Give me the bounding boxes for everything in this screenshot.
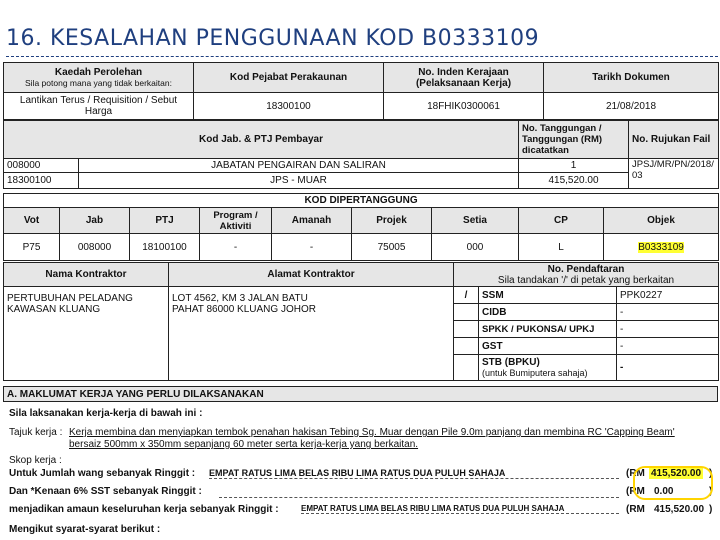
total-rm: (RM bbox=[626, 504, 645, 515]
reg-stb-sub: (untuk Bumiputera sahaja) bbox=[482, 368, 588, 378]
sst-row bbox=[9, 486, 718, 499]
total-close: ) bbox=[709, 504, 713, 515]
kod-col-program: Program / Aktiviti bbox=[200, 208, 272, 234]
title-underline bbox=[6, 56, 718, 57]
jumlah-label: Untuk Jumlah wang sebanyak Ringgit : bbox=[9, 468, 196, 479]
daftar-header bbox=[454, 263, 719, 287]
kod-val-vot: P75 bbox=[4, 234, 60, 261]
kod-col-amanah: Amanah bbox=[272, 208, 352, 234]
reg-ssm-value: PPK0227 bbox=[617, 287, 719, 304]
kod-val-program: - bbox=[200, 234, 272, 261]
kontraktor-alamat-header: Alamat Kontraktor bbox=[169, 263, 454, 287]
reg-spkk-tick bbox=[454, 321, 479, 338]
inden-value: 18FHIK0300061 bbox=[384, 93, 544, 120]
kod-col-jab: Jab bbox=[60, 208, 130, 234]
kontraktor-nama-header: Nama Kontraktor bbox=[4, 263, 169, 287]
jumlah-rm: (RM bbox=[626, 468, 645, 479]
reg-tick: / bbox=[454, 287, 479, 304]
jumlah-words: EMPAT RATUS LIMA BELAS RIBU LIMA RATUS DUA PULUH SAHAJA bbox=[209, 468, 619, 479]
kaedah-sub: Sila potong mana yang tidak berkaitan: bbox=[25, 78, 172, 88]
kod-val-jab: 008000 bbox=[60, 234, 130, 261]
kodjab-rujukan: JPSJ/MR/PN/2018/ 03 bbox=[629, 159, 719, 189]
tajuk-label: Tajuk kerja : bbox=[9, 427, 63, 438]
sst-line bbox=[219, 486, 619, 498]
reg-spkk-value: - bbox=[617, 321, 719, 338]
tanggungan-header: No. Tanggungan / Tanggungan (RM) dicatatkan bbox=[519, 121, 629, 159]
kodjab-r2-kod: 18300100 bbox=[4, 173, 79, 189]
reg-gst-label: GST bbox=[479, 338, 617, 355]
section-a-heading: A. MAKLUMAT KERJA YANG PERLU DILAKSANAKAN bbox=[3, 386, 718, 402]
inden-sub: (Pelaksanaan Kerja) bbox=[415, 77, 512, 89]
reg-cidb-tick bbox=[454, 304, 479, 321]
reg-stb-tick bbox=[454, 355, 479, 381]
syarat-label: Mengikut syarat-syarat berikut : bbox=[9, 524, 161, 535]
sst-label: Dan *Kenaan 6% SST sebanyak Ringgit : bbox=[9, 486, 202, 497]
page-title: 16. KESALAHAN PENGGUNAAN KOD B0333109 bbox=[6, 26, 540, 51]
total-amount: 415,520.00 bbox=[654, 504, 705, 515]
kontraktor-alamat bbox=[169, 287, 454, 381]
kodjab-r2-nama: JPS - MUAR bbox=[79, 173, 519, 189]
reg-gst-tick bbox=[454, 338, 479, 355]
kod-col-vot: Vot bbox=[4, 208, 60, 234]
objek-code-highlight: B0333109 bbox=[638, 241, 684, 253]
reg-stb-cell bbox=[479, 355, 617, 381]
daftar-label: No. Pendaftaran bbox=[547, 263, 625, 275]
tarikh-header: Tarikh Dokumen bbox=[544, 63, 719, 93]
tajuk-text: Kerja membina dan menyiapkan tembok penahan hakisan Tebing Sg. Muar dengan Pile 9.0m panjang dan membina RC 'Capping Beam' bersaiz 500mm x 350mm sepanjang 60 meter serta kerja-kerja yang berkaitan. bbox=[69, 427, 675, 450]
kod-col-ptj: PTJ bbox=[130, 208, 200, 234]
daftar-sub: Sila tandakan '/' di petak yang berkaitan bbox=[497, 274, 675, 286]
kodjab-r1-nama: JABATAN PENGAIRAN DAN SALIRAN bbox=[79, 159, 519, 173]
kodjab-header: Kod Jab. & PTJ Pembayar bbox=[4, 121, 519, 159]
kod-table bbox=[3, 193, 719, 261]
reg-spkk-label: SPKK / PUKONSA/ UPKJ bbox=[479, 321, 617, 338]
document-form bbox=[3, 62, 718, 540]
section-a-instruction: Sila laksanakan kerja-kerja di bawah ini : bbox=[9, 408, 203, 419]
sst-rm: (RM bbox=[626, 486, 645, 497]
kod-val-objek bbox=[604, 234, 719, 261]
kod-header: KOD DIPERTANGGUNG bbox=[4, 194, 719, 208]
header-table bbox=[3, 62, 719, 120]
kodjab-table bbox=[3, 120, 719, 189]
kaedah-label: Kaedah Perolehan bbox=[54, 67, 143, 78]
jumlah-row bbox=[9, 468, 718, 481]
jumlah-close: ) bbox=[709, 468, 713, 479]
rujukan-header: No. Rujukan Fail bbox=[629, 121, 719, 159]
reg-gst-value: - bbox=[617, 338, 719, 355]
kod-col-projek: Projek bbox=[352, 208, 432, 234]
kontraktor-alamat-text: LOT 4562, KM 3 JALAN BATU PAHAT 86000 KLUANG JOHOR bbox=[172, 293, 316, 315]
kontraktor-table bbox=[3, 262, 719, 381]
kod-val-projek: 75005 bbox=[352, 234, 432, 261]
kod-val-amanah: - bbox=[272, 234, 352, 261]
skop-label: Skop kerja : bbox=[9, 455, 62, 466]
sst-amount: 0.00 bbox=[654, 486, 674, 497]
reg-cidb-value: - bbox=[617, 304, 719, 321]
kod-val-cp: L bbox=[519, 234, 604, 261]
sst-close: ) bbox=[709, 486, 713, 497]
kontraktor-nama: PERTUBUHAN PELADANG KAWASAN KLUANG bbox=[4, 287, 169, 381]
kaedah-value: Lantikan Terus / Requisition / Sebut Harga bbox=[4, 93, 194, 120]
kod-col-cp: CP bbox=[519, 208, 604, 234]
kaedah-header bbox=[4, 63, 194, 93]
kodjab-r2-tanggungan: 415,520.00 bbox=[519, 173, 629, 189]
reg-stb-value: - bbox=[617, 355, 719, 381]
reg-ssm-label: SSM bbox=[479, 287, 617, 304]
total-label: menjadikan amaun keseluruhan kerja sebanyak Ringgit : bbox=[9, 504, 279, 515]
inden-header bbox=[384, 63, 544, 93]
inden-label: No. Inden Kerajaan bbox=[418, 66, 509, 78]
reg-stb-label: STB (BPKU) bbox=[482, 357, 540, 368]
kod-val-ptj: 18100100 bbox=[130, 234, 200, 261]
kodjab-r1-kod: 008000 bbox=[4, 159, 79, 173]
kod-col-objek: Objek bbox=[604, 208, 719, 234]
pejabat-value: 18300100 bbox=[194, 93, 384, 120]
amount-highlight-circle bbox=[633, 466, 713, 500]
total-words: EMPAT RATUS LIMA BELAS RIBU LIMA RATUS DUA PULUH SAHAJA bbox=[301, 504, 619, 514]
total-row bbox=[9, 504, 718, 517]
kod-col-setia: Setia bbox=[432, 208, 519, 234]
jumlah-amount: 415,520.00 bbox=[651, 468, 702, 479]
pejabat-header: Kod Pejabat Perakaunan bbox=[194, 63, 384, 93]
kodjab-r1-tanggungan: 1 bbox=[519, 159, 629, 173]
tarikh-value: 21/08/2018 bbox=[544, 93, 719, 120]
reg-cidb-label: CIDB bbox=[479, 304, 617, 321]
kod-val-setia: 000 bbox=[432, 234, 519, 261]
